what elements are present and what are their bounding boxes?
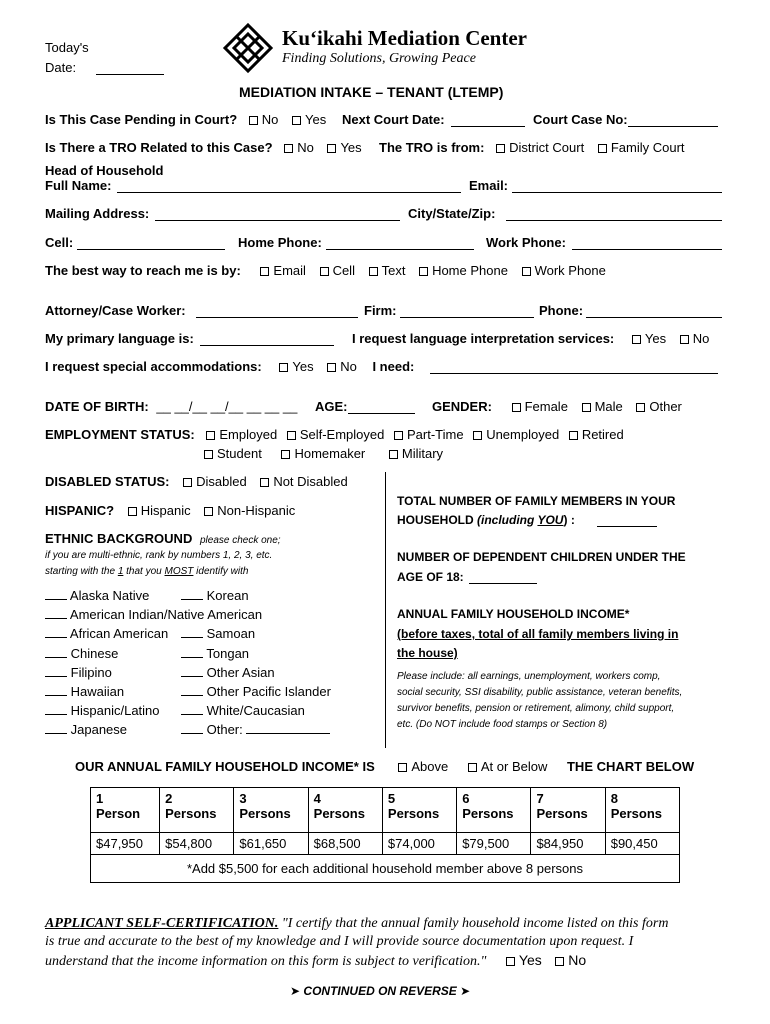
- income-label-1: ANNUAL FAMILY HOUSEHOLD INCOME*: [397, 607, 630, 621]
- employment-row-2: [204, 446, 443, 461]
- tro-label: Is There a TRO Related to this Case?: [45, 140, 273, 155]
- table-row: [91, 833, 680, 855]
- todays-label: Today's: [45, 40, 89, 55]
- best-way-label: The best way to reach me is by:: [45, 263, 241, 278]
- household-size-header: 6 Persons: [457, 788, 531, 833]
- ethnic-option[interactable]: Korean: [181, 587, 249, 603]
- dependents-label-1: NUMBER OF DEPENDENT CHILDREN UNDER THE: [397, 550, 686, 564]
- phone-input[interactable]: [586, 305, 722, 318]
- income-statement: OUR ANNUAL FAMILY HOUSEHOLD INCOME* IS: [75, 759, 375, 774]
- income-note-line: etc. (Do NOT include food stamps or Section 8): [397, 719, 608, 730]
- ethnic-heading: ETHNIC BACKGROUND please check one;: [45, 531, 281, 546]
- ethnic-option[interactable]: American Indian/Native American: [45, 606, 262, 622]
- district-court-checkbox[interactable]: District Court: [496, 140, 584, 155]
- home-phone-input[interactable]: [326, 237, 474, 250]
- certification-line-1: APPLICANT SELF-CERTIFICATION. "I certify that the annual family household income listed on this form: [45, 916, 669, 931]
- self-employed-checkbox[interactable]: Self-Employed: [287, 427, 385, 442]
- language-input[interactable]: [200, 333, 334, 346]
- income-note-line: social security, SSI disability, public assistance, veteran benefits,: [397, 687, 683, 698]
- accom-no-checkbox[interactable]: No: [327, 359, 357, 374]
- income-limit-cell: $47,950: [91, 833, 160, 855]
- accom-label: I request special accommodations:: [45, 359, 262, 374]
- family-total-input[interactable]: [597, 514, 657, 527]
- above-checkbox[interactable]: Above: [398, 759, 448, 774]
- date-label: Date:: [45, 60, 77, 75]
- email-label: Email:: [469, 178, 509, 193]
- ethnic-option[interactable]: Alaska Native: [45, 587, 149, 603]
- language-label: My primary language is:: [45, 331, 194, 346]
- household-size-header: 5 Persons: [382, 788, 456, 833]
- dependents-label-2: AGE OF 18:: [397, 570, 464, 584]
- accom-row: [45, 359, 414, 374]
- case-no-input[interactable]: [628, 114, 718, 127]
- other-gender-checkbox[interactable]: Other: [636, 399, 682, 414]
- continued-label: CONTINUED ON REVERSE: [303, 984, 457, 998]
- ethnic-option[interactable]: White/Caucasian: [181, 702, 305, 718]
- certification-line-3: understand that the income information on this form is subject to verification." Yes No: [45, 952, 587, 969]
- age-input[interactable]: [348, 401, 415, 414]
- income-table: [90, 787, 680, 883]
- household-size-header: 8 Persons: [605, 788, 679, 833]
- city-input[interactable]: [506, 208, 722, 221]
- dob-input[interactable]: __ __/__ __/__ __ __ __: [156, 399, 298, 414]
- income-limit-cell: $84,950: [531, 833, 605, 855]
- hispanic-checkbox[interactable]: Hispanic: [128, 503, 191, 518]
- household-size-header: 2 Persons: [160, 788, 234, 833]
- at-or-below-checkbox[interactable]: At or Below: [468, 759, 547, 774]
- mailing-input[interactable]: [155, 208, 400, 221]
- ethnic-option[interactable]: African American: [45, 625, 168, 641]
- dependents-input[interactable]: [469, 571, 537, 584]
- employment-row: [45, 427, 624, 442]
- need-label: I need:: [372, 359, 415, 374]
- firm-input[interactable]: [400, 305, 534, 318]
- attorney-label: Attorney/Case Worker:: [45, 303, 186, 318]
- city-label: City/State/Zip:: [408, 206, 496, 221]
- gender-row: [432, 399, 682, 414]
- hispanic-row: [45, 503, 295, 518]
- employment-label: EMPLOYMENT STATUS:: [45, 427, 195, 442]
- household-size-header: 4 Persons: [308, 788, 382, 833]
- ethnic-option[interactable]: Japanese: [45, 721, 127, 737]
- income-limit-cell: $54,800: [160, 833, 234, 855]
- gender-label: GENDER:: [432, 399, 492, 414]
- disabled-row: [45, 474, 348, 489]
- arrow-right-icon: ➤: [290, 984, 301, 998]
- military-checkbox[interactable]: Military: [389, 446, 443, 461]
- income-note-line: survivor benefits, pension or retirement, alimony, child support,: [397, 703, 675, 714]
- org-name: Ku‘ikahi Mediation Center: [282, 26, 527, 50]
- tro-row: [45, 140, 362, 155]
- phone-label: Phone:: [539, 303, 584, 318]
- home-phone-label: Home Phone:: [238, 235, 322, 250]
- unemployed-checkbox[interactable]: Unemployed: [473, 427, 559, 442]
- full-name-input[interactable]: [117, 180, 461, 193]
- ethnic-option[interactable]: Tongan: [181, 645, 249, 661]
- ethnic-option[interactable]: Chinese: [45, 645, 118, 661]
- ethnic-option[interactable]: Other Pacific Islander: [181, 683, 331, 699]
- contact-work-checkbox[interactable]: Work Phone: [522, 263, 606, 278]
- cell-input[interactable]: [77, 237, 225, 250]
- dob-row: [45, 399, 297, 414]
- interp-no-checkbox[interactable]: No: [680, 331, 710, 346]
- cell-label: Cell:: [45, 235, 74, 250]
- homemaker-checkbox[interactable]: Homemaker: [281, 446, 365, 461]
- next-date-input[interactable]: [451, 114, 525, 127]
- ethnic-note-2: if you are multi-ethnic, rank by numbers 1, 2, 3, etc.: [45, 550, 273, 561]
- age-label: AGE:: [315, 399, 348, 414]
- disabled-checkbox[interactable]: Disabled: [183, 474, 247, 489]
- full-name-label: Full Name:: [45, 178, 112, 193]
- household-size-header: 7 Persons: [531, 788, 605, 833]
- form-title: MEDIATION INTAKE – TENANT (LTEMP): [239, 84, 504, 100]
- arrow-right-icon: ➤: [460, 984, 471, 998]
- pending-no-checkbox[interactable]: No: [249, 112, 279, 127]
- email-input[interactable]: [512, 180, 722, 193]
- hispanic-label: HISPANIC?: [45, 503, 115, 518]
- work-phone-label: Work Phone:: [486, 235, 566, 250]
- table-header-row: [91, 788, 680, 833]
- income-limit-cell: $79,500: [457, 833, 531, 855]
- dob-label: DATE OF BIRTH:: [45, 399, 149, 414]
- court-pending-row: [45, 112, 326, 127]
- certification-line-2: is true and accurate to the best of my knowledge and I will provide source documentation upon request. I: [45, 934, 634, 949]
- income-label-3: the house): [397, 646, 458, 660]
- additional-member-note: *Add $5,500 for each additional household member above 8 persons: [91, 855, 680, 883]
- female-checkbox[interactable]: Female: [512, 399, 568, 414]
- non-hispanic-checkbox[interactable]: Non-Hispanic: [204, 503, 295, 518]
- family-court-checkbox[interactable]: Family Court: [598, 140, 685, 155]
- income-label-2: (before taxes, total of all family members living in: [397, 627, 679, 641]
- employed-checkbox[interactable]: Employed: [206, 427, 277, 442]
- case-no-label: Court Case No:: [533, 112, 628, 127]
- income-statement-row: [75, 759, 694, 774]
- ethnic-option[interactable]: Hispanic/Latino: [45, 702, 160, 718]
- ethnic-option[interactable]: Other Asian: [181, 664, 275, 680]
- ethnic-note-3: starting with the 1 that you MOST identify with: [45, 566, 249, 577]
- pending-yes-checkbox[interactable]: Yes: [292, 112, 326, 127]
- interp-label: I request language interpretation services:: [352, 331, 615, 346]
- tro-yes-checkbox[interactable]: Yes: [327, 140, 361, 155]
- not-disabled-checkbox[interactable]: Not Disabled: [260, 474, 347, 489]
- best-way-row: [45, 263, 606, 278]
- contact-cell-checkbox[interactable]: Cell: [320, 263, 355, 278]
- tagline: Finding Solutions, Growing Peace: [282, 51, 476, 66]
- tro-no-checkbox[interactable]: No: [284, 140, 314, 155]
- student-checkbox[interactable]: Student: [204, 446, 262, 461]
- household-size-header: 1 Person: [91, 788, 160, 833]
- male-checkbox[interactable]: Male: [582, 399, 623, 414]
- continued-row: [290, 984, 470, 998]
- part-time-checkbox[interactable]: Part-Time: [394, 427, 464, 442]
- cert-no-checkbox[interactable]: No: [555, 952, 586, 968]
- chart-below-label: THE CHART BELOW: [566, 759, 695, 774]
- pending-label: Is This Case Pending in Court?: [45, 112, 238, 127]
- attorney-input[interactable]: [196, 305, 358, 318]
- ethnic-option[interactable]: Other:: [181, 721, 330, 737]
- disabled-label: DISABLED STATUS:: [45, 474, 170, 489]
- contact-text-checkbox[interactable]: Text: [369, 263, 406, 278]
- family-total-label-2: HOUSEHOLD (including YOU) :: [397, 513, 575, 527]
- income-limit-cell: $61,650: [234, 833, 308, 855]
- retired-checkbox[interactable]: Retired: [569, 427, 624, 442]
- ethnic-option[interactable]: Samoan: [181, 625, 255, 641]
- logo-icon: [222, 22, 274, 77]
- work-phone-input[interactable]: [572, 237, 722, 250]
- interp-yes-checkbox[interactable]: Yes: [632, 331, 666, 346]
- tro-from-row: [379, 140, 685, 155]
- date-input[interactable]: [96, 62, 164, 75]
- income-limit-cell: $74,000: [382, 833, 456, 855]
- need-input[interactable]: [430, 361, 718, 374]
- contact-email-checkbox[interactable]: Email: [260, 263, 306, 278]
- ethnic-option[interactable]: Filipino: [45, 664, 112, 680]
- interp-row: [352, 331, 709, 346]
- ethnic-option[interactable]: Hawaiian: [45, 683, 124, 699]
- income-note-line: Please include: all earnings, unemployment, workers comp,: [397, 671, 661, 682]
- certification-title: APPLICANT SELF-CERTIFICATION.: [45, 916, 279, 931]
- tro-from-label: The TRO is from:: [379, 140, 485, 155]
- accom-yes-checkbox[interactable]: Yes: [279, 359, 313, 374]
- income-limit-cell: $68,500: [308, 833, 382, 855]
- cert-yes-checkbox[interactable]: Yes: [506, 952, 542, 968]
- contact-home-checkbox[interactable]: Home Phone: [419, 263, 508, 278]
- mailing-label: Mailing Address:: [45, 206, 150, 221]
- column-divider: [385, 472, 386, 748]
- hoh-label: Head of Household: [45, 163, 164, 178]
- next-date-label: Next Court Date:: [342, 112, 445, 127]
- family-total-label-1: TOTAL NUMBER OF FAMILY MEMBERS IN YOUR: [397, 494, 676, 508]
- income-limit-cell: $90,450: [605, 833, 679, 855]
- firm-label: Firm:: [364, 303, 397, 318]
- household-size-header: 3 Persons: [234, 788, 308, 833]
